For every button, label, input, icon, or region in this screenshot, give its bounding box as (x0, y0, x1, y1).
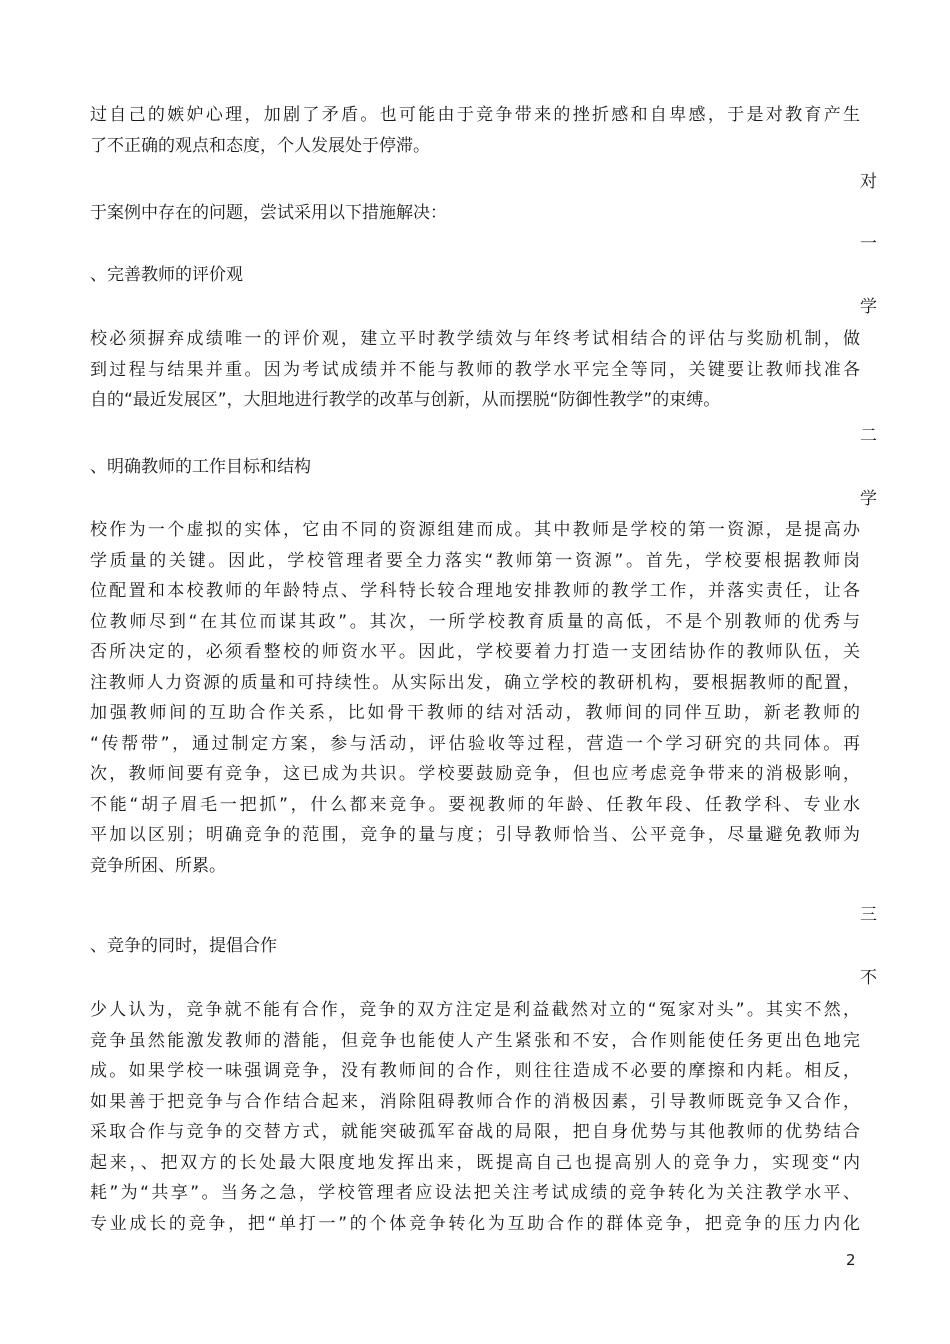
section2-number: 二 (860, 426, 877, 446)
section1-para-lead-char: 学 (860, 297, 877, 317)
text-line: 不能“胡子眉毛一把抓”，什么都来竞争。要视教师的年龄、任教年段、任教学科、专业水 (90, 794, 860, 815)
intro-paragraph (90, 100, 860, 161)
text-line: “传帮带”，通过制定方案，参与活动，评估验收等过程，营造一个学习研究的共同体。再 (90, 733, 860, 754)
transition-lead-char: 对 (860, 172, 877, 192)
text-line: 注教师人力资源的质量和可持续性。从实际出发，确立学校的教研机构，要根据教师的配置， (90, 672, 860, 693)
text-line: 成。如果学校一味强调竞争，没有教师间的合作，则往往造成不必要的摩擦和内耗。相反， (90, 1061, 860, 1081)
heading-text: 、竞争的同时，提倡合作 (90, 936, 277, 956)
section3-para-lead-char: 不 (860, 968, 877, 988)
section2-para-lead-char: 学 (860, 489, 877, 509)
text-line: 专业成长的竞争，把“单打一”的个体竞争转化为互助合作的群体竞争，把竞争的压力内化 (90, 1213, 860, 1234)
text-line: 了不正确的观点和态度，个人发展处于停滞。 (90, 135, 430, 156)
text-line: 加强教师间的互助合作关系，比如骨干教师的结对活动，教师间的同伴互助，新老教师的 (90, 703, 860, 723)
heading-text: 、完善教师的评价观 (90, 265, 243, 285)
text-line: 否所决定的，必须看整校的师资水平。因此，学校要着力打造一支团结协作的教师队伍，关 (90, 642, 860, 662)
text-line: 采取合作与竞争的交替方式，就能突破孤军奋战的局限，把自身优势与其他教师的优势结合 (90, 1122, 860, 1142)
text-line: 校必须摒弃成绩唯一的评价观，建立平时教学绩效与年终考试相结合的评估与奖励机制，做 (90, 329, 860, 349)
text-line: 竞争虽然能激发教师的潜能，但竞争也能使人产生紧张和不安，合作则能使任务更出色地完 (90, 1030, 860, 1051)
section2-heading (90, 452, 860, 483)
heading-text: 、明确教师的工作目标和结构 (90, 457, 311, 477)
text-line: 学质量的关键。因此，学校管理者要全力落实“教师第一资源”。首先，学校要根据教师岗 (90, 550, 860, 571)
page-number: 2 (846, 1251, 856, 1269)
transition-paragraph (90, 198, 860, 229)
section3-paragraph (90, 995, 860, 1239)
section3-heading (90, 931, 860, 962)
section3-number: 三 (860, 905, 877, 925)
text-line: 少人认为，竞争就不能有合作，竞争的双方注定是利益截然对立的“冤家对头”。其实不然， (90, 1000, 860, 1020)
text-line: 于案例中存在的问题，尝试采用以下措施解决： (90, 203, 447, 223)
text-line: 位配置和本校教师的年龄特点、学科特长较合理地安排教师的教学工作，并落实责任，让各 (90, 581, 860, 601)
text-line: 耗”为“共享”。当务之急，学校管理者应设法把关注考试成绩的竞争转化为关注教学水平、 (90, 1183, 860, 1203)
text-line: 竞争所困、所累。 (90, 855, 226, 876)
text-line: 自的“最近发展区”，大胆地进行教学的改革与创新，从而摆脱“防御性教学”的束缚。 (90, 390, 721, 410)
text-line: 过自己的嫉妒心理，加剧了矛盾。也可能由于竞争带来的挫折感和自卑感，于是对教育产生 (90, 105, 860, 125)
text-line: 校作为一个虚拟的实体，它由不同的资源组建而成。其中教师是学校的第一资源，是提高办 (90, 520, 860, 540)
section1-number: 一 (860, 234, 877, 254)
section1-heading (90, 260, 860, 291)
section1-paragraph (90, 324, 860, 416)
text-line: 次，教师间要有竞争，这已成为共识。学校要鼓励竞争，但也应考虑竞争带来的消极影响， (90, 764, 860, 784)
text-line: 位教师尽到“在其位而谋其政”。其次，一所学校教育质量的高低，不是个别教师的优秀与 (90, 611, 860, 632)
text-line: 如果善于把竞争与合作结合起来，消除阻碍教师合作的消极因素，引导教师既竞争又合作， (90, 1091, 860, 1112)
section2-paragraph (90, 515, 860, 881)
text-line: 起来，、把双方的长处最大限度地发挥出来，既提高自己也提高别人的竞争力，实现变“内 (90, 1152, 860, 1173)
text-line: 平加以区别；明确竞争的范围，竞争的量与度；引导教师恰当、公平竞争，尽量避免教师为 (90, 825, 860, 845)
text-line: 到过程与结果并重。因为考试成绩并不能与教师的教学水平完全等同，关键要让教师找准各 (90, 359, 860, 380)
